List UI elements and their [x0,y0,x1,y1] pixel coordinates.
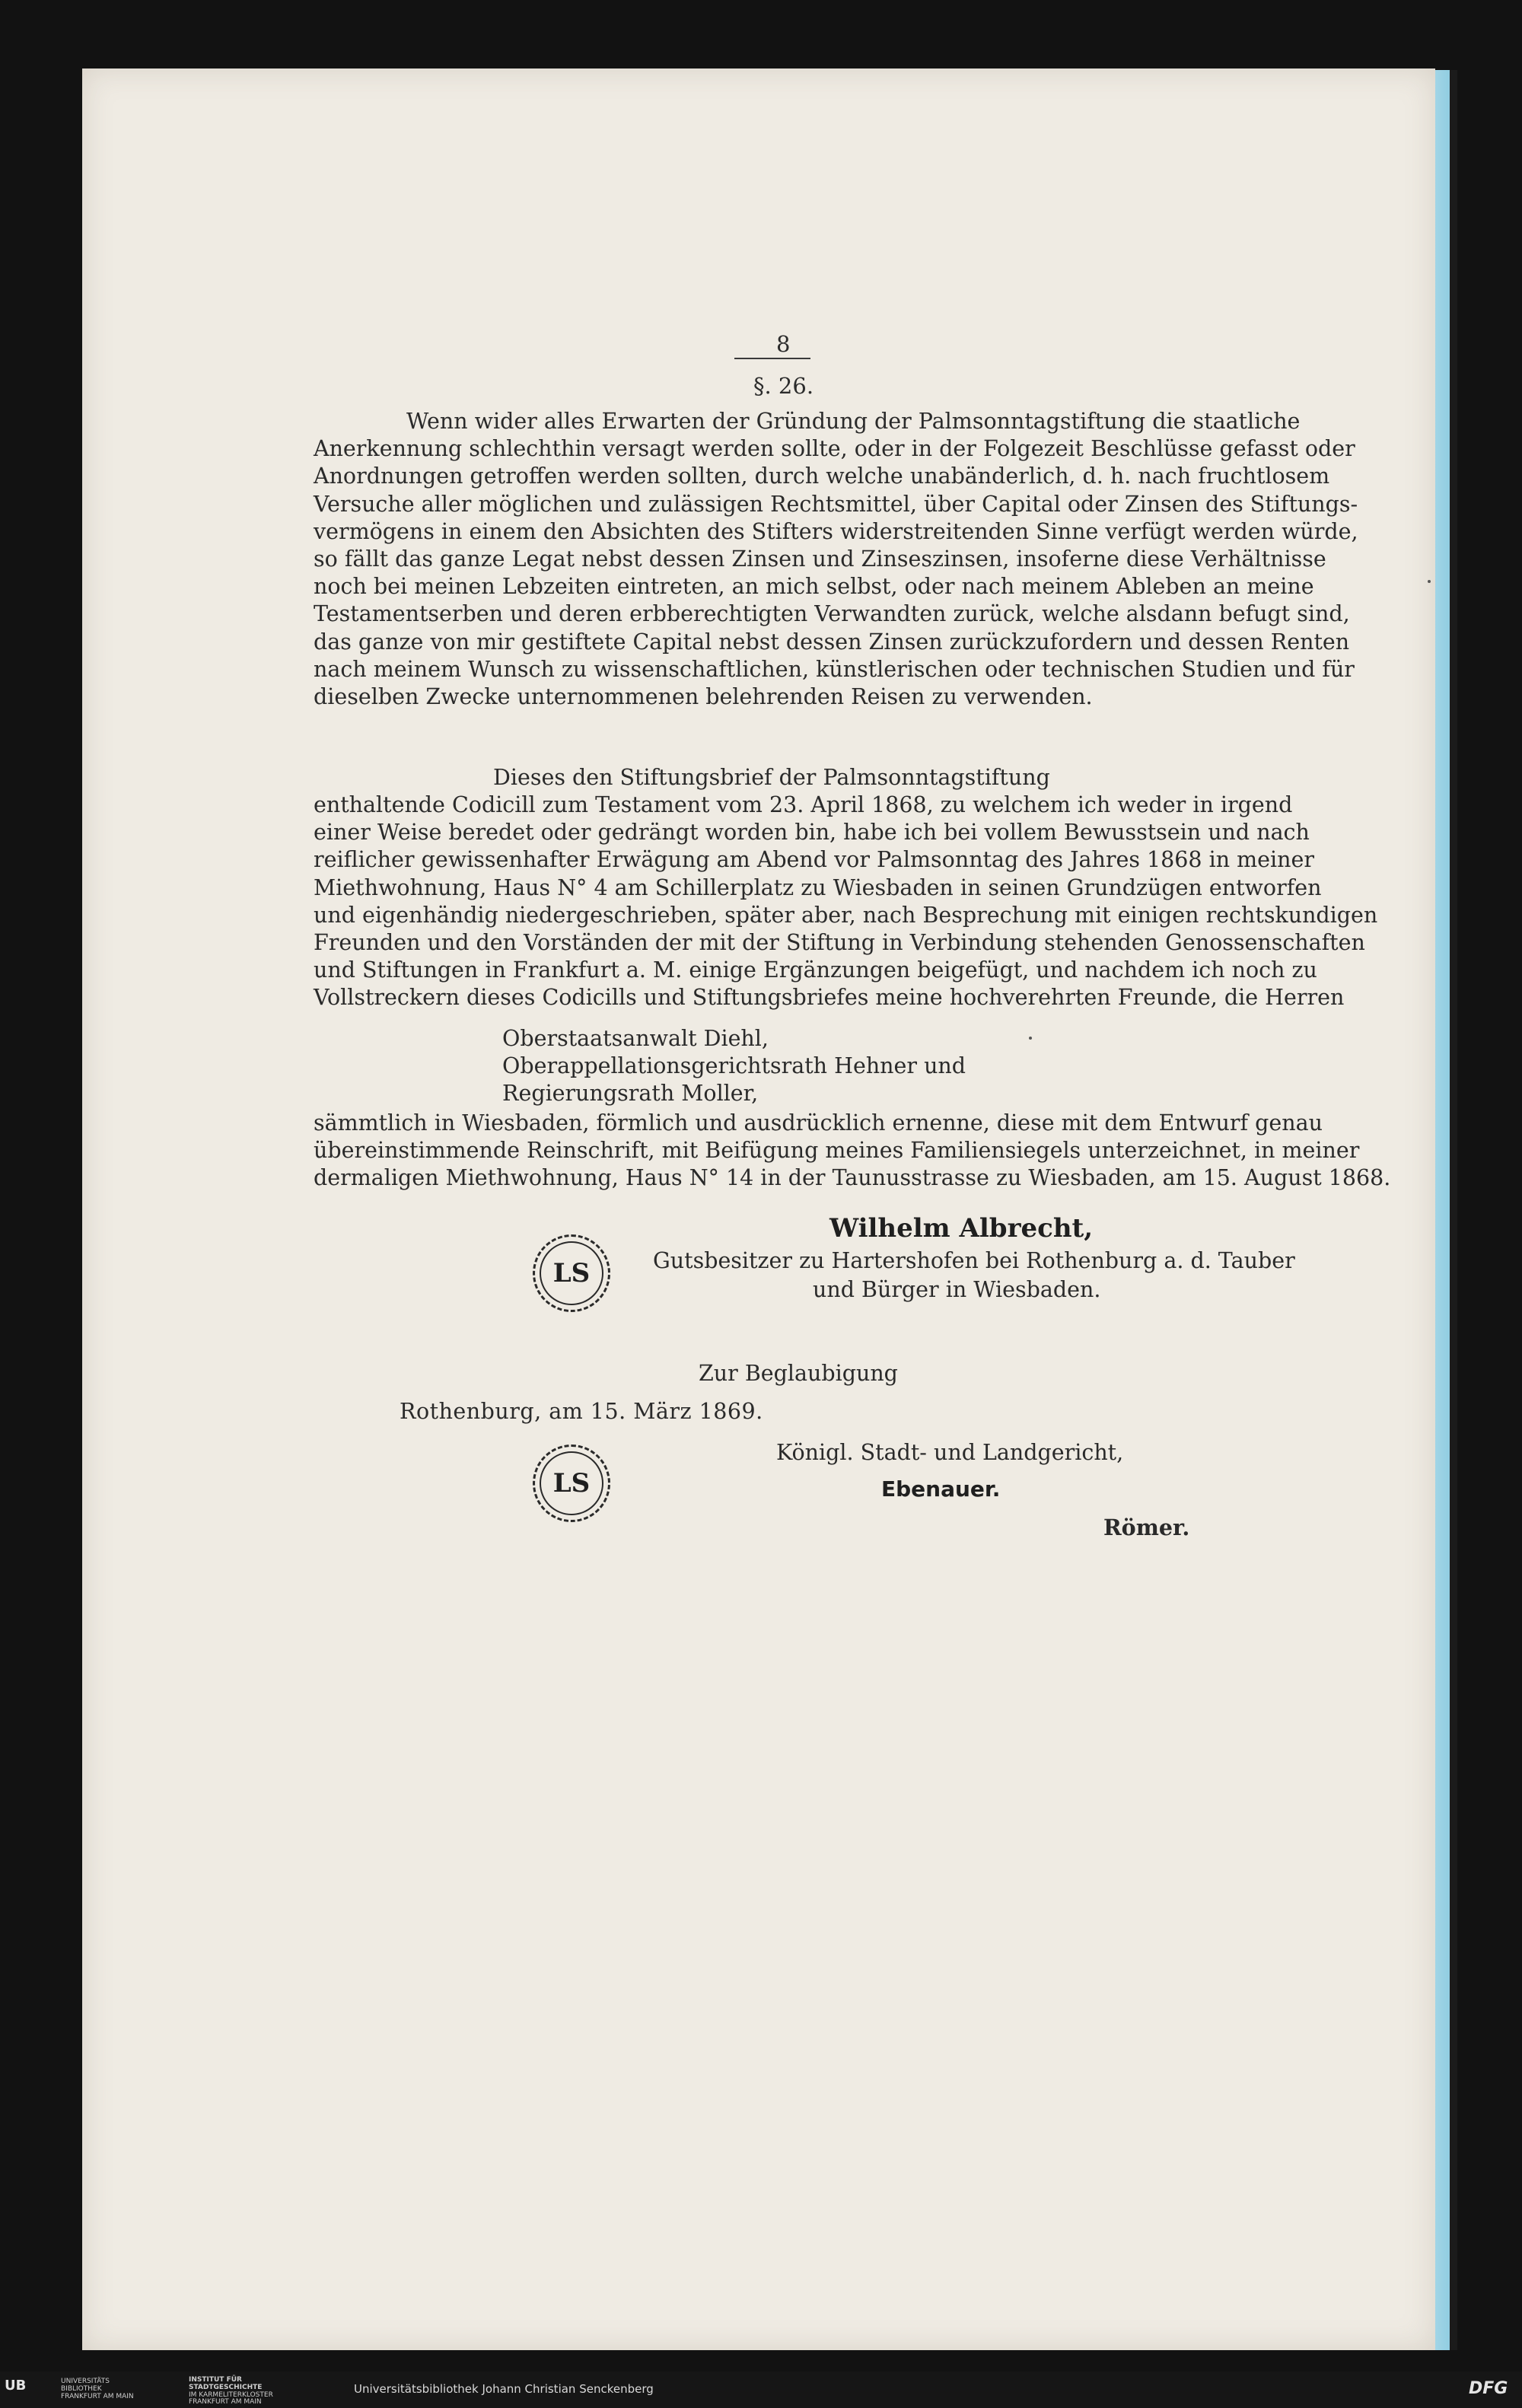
library-caption: Universitätsbibliothek Johann Christian Senckenberg [354,2382,654,2396]
divider [734,358,810,359]
seal-text: LS [540,1241,603,1305]
page-number: 8 [776,331,791,357]
text-line: so fällt das ganze Legat nebst dessen Zinsen und Zinseszinsen, insoferne diese Verhältnisse [314,546,1326,572]
text-line: einer Weise beredet oder gedrängt worden bin, habe ich bei vollem Bewusstsein und nach [314,820,1310,846]
executor-1: Oberstaatsanwalt Diehl, [502,1026,769,1051]
text-line: Miethwohnung, Haus N° 4 am Schillerplatz zu Wiesbaden in seinen Grundzügen entworfen [314,874,1322,900]
text-line: noch bei meinen Lebzeiten eintreten, an mich selbst, oder nach meinem Ableben an meine [314,574,1314,600]
text-line: dieselben Zwecke unternommenen belehrenden Reisen zu verwenden. [314,684,1093,710]
text-line: Anerkennung schlechthin versagt werden sollte, oder in der Folgezeit Beschlüsse gefasst oder [314,436,1355,462]
court-name: Königl. Stadt- und Landgericht, [776,1440,1124,1465]
seal-stamp-2 [533,1444,610,1522]
text-line: reiflicher gewissenhafter Erwägung am Abend vor Palmsonntag des Jahres 1868 in meiner [314,847,1315,873]
text-line: vermögens in einem den Absichten des Stifters widerstreitenden Sinne verfügt werden würde, [314,518,1358,544]
paragraph-1 [314,408,1358,711]
text-line: sämmtlich in Wiesbaden, förmlich und ausdrücklich ernenne, diese mit dem Entwurf genau [314,1110,1323,1136]
text-line: nach meinem Wunsch zu wissenschaftlichen, künstlerischen oder technischen Studien und für [314,656,1355,682]
text-line: Freunden und den Vorständen der mit der Stiftung in Verbindung stehenden Genossenschaften [314,930,1365,956]
text-line: Anordnungen getroffen werden sollten, durch welche unabänderlich, d. h. nach fruchtlosem [314,463,1330,489]
paragraph-2-opening: Dieses den Stiftungsbrief der Palmsonntagstiftung [493,765,1050,790]
signature-title: Gutsbesitzer zu Hartershofen bei Rothenburg a. d. Tauber [653,1248,1295,1273]
inst-small-2: STADTGESCHICHTE [189,2384,263,2391]
inst-small-1: INSTITUT FÜR [189,2376,242,2384]
official-signature-2: Römer. [1103,1515,1190,1540]
place-date: Rothenburg, am 15. März 1869. [400,1399,763,1424]
text-line: und eigenhändig niedergeschrieben, später aber, nach Besprechung mit einigen rechtskundigen [314,902,1378,928]
strip-edge [1450,70,1457,2350]
paragraph-3 [314,1110,1391,1193]
signature-title-2: und Bürger in Wiesbaden. [813,1277,1101,1302]
inst-small-3: IM KARMELITERKLOSTER [189,2391,273,2399]
speck [1029,1037,1032,1040]
ub-small-2: BIBLIOTHEK [61,2385,102,2393]
executor-2: Oberappellationsgerichtsrath Hehner und [502,1053,966,1078]
seal-stamp [533,1234,610,1312]
text-line: enthaltende Codicill zum Testament vom 23. April 1868, zu welchem ich weder in irgend [314,792,1293,817]
text-line: übereinstimmende Reinschrift, mit Beifügung meines Familiensiegels unterzeichnet, in meiner [314,1138,1360,1164]
ub-small-1: UNIVERSITÄTS [61,2378,110,2385]
ub-small-3: FRANKFURT AM MAIN [61,2393,134,2400]
certification-heading: Zur Beglaubigung [699,1361,898,1386]
paragraph-2 [314,792,1378,1012]
seal-text-2: LS [540,1451,603,1515]
text-line: und Stiftungen in Frankfurt a. M. einige Ergänzungen beigefügt, und nachdem ich noch zu [314,957,1317,983]
text-line: Versuche aller möglichen und zulässigen Rechtsmittel, über Capital oder Zinsen des Stiftungs- [314,491,1358,517]
ub-logo [5,2378,26,2394]
text-line: dermaligen Miethwohnung, Haus N° 14 in der Taunusstrasse zu Wiesbaden, am 15. August 1868. [314,1165,1391,1191]
official-signature-1: Ebenauer. [881,1476,1001,1502]
inst-small-4: FRANKFURT AM MAIN [189,2398,262,2406]
dfg-logo: DFG [1469,2379,1508,2398]
ub-logo-text: UB [5,2378,27,2394]
speck [1428,580,1431,583]
signature-name: Wilhelm Albrecht, [829,1213,1094,1244]
text-line: Testamentserben und deren erbberechtigten Verwandten zurück, welche alsdann befugt sind, [314,601,1350,627]
text-line: Vollstreckern dieses Codicills und Stiftungsbriefes meine hochverehrten Freunde, die Herren [314,985,1345,1011]
executor-3: Regierungsrath Moller, [502,1081,759,1106]
text-line: Wenn wider alles Erwarten der Gründung der Palmsonntagstiftung die staatliche [406,409,1301,434]
text-line: das ganze von mir gestiftete Capital nebst dessen Zinsen zurückzufordern und dessen Renten [314,629,1350,655]
section-heading: §. 26. [753,373,814,399]
